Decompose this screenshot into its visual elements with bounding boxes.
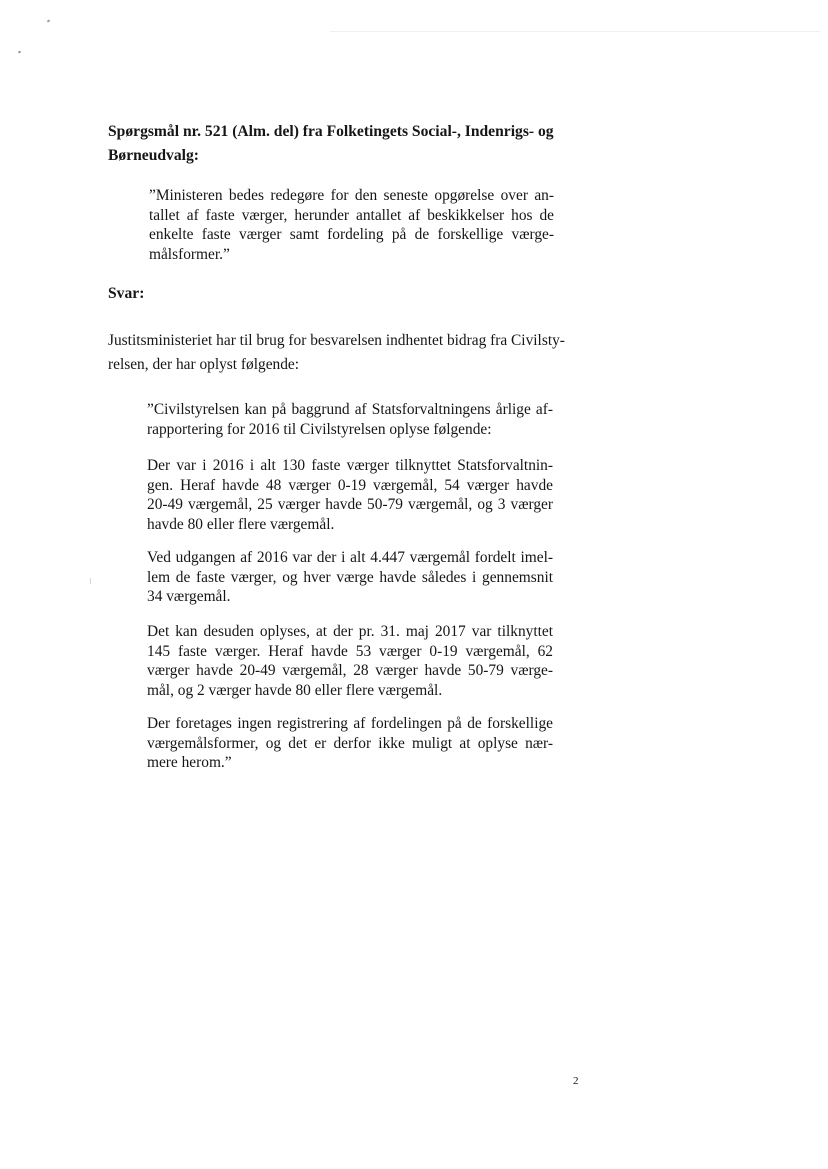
quoted-line: mål, og 2 værger havde 80 eller flere værgemål. bbox=[147, 681, 443, 699]
quoted-line: ”Civilstyrelsen kan på baggrund af Statsforvaltningens årlige af- bbox=[147, 401, 553, 418]
quoted-paragraph bbox=[147, 548, 553, 607]
scan-artifact-mark bbox=[18, 50, 22, 53]
answer-intro bbox=[108, 329, 593, 377]
quoted-line: Der var i 2016 i alt 130 faste værger tilknyttet Statsforvaltnin- bbox=[147, 457, 553, 474]
quoted-line: havde 80 eller flere værgemål. bbox=[147, 515, 335, 533]
question-heading-line: Spørgsmål nr. 521 (Alm. del) fra Folketingets Social-, Indenrigs- og bbox=[108, 123, 554, 140]
quoted-line: værger havde 20-49 værgemål, 28 værger havde 50-79 værge- bbox=[147, 662, 553, 679]
answer-intro-line: Justitsministeriet har til brug for besvarelsen indhentet bidrag fra Civilsty- bbox=[108, 332, 565, 349]
question-text-line: ”Ministeren bedes redegøre for den seneste opgørelse over an- bbox=[149, 187, 554, 204]
quoted-line: Der foretages ingen registrering af fordelingen på de forskellige bbox=[147, 715, 553, 732]
quoted-line: rapportering for 2016 til Civilstyrelsen oplyse følgende: bbox=[147, 420, 492, 438]
question-heading-line: Børneudvalg: bbox=[108, 147, 199, 164]
question-heading bbox=[108, 120, 608, 168]
question-text-line: enkelte faste værger samt fordeling på de forskellige værge- bbox=[149, 226, 554, 243]
quoted-line: mere herom.” bbox=[147, 754, 232, 771]
question-text bbox=[149, 186, 554, 264]
quoted-line: 34 værgemål. bbox=[147, 588, 231, 605]
quoted-line: lem de faste værger, og hver værge havde således i gennemsnit bbox=[147, 568, 553, 586]
question-text-line: målsformer.” bbox=[149, 245, 230, 263]
page-number: 2 bbox=[573, 1075, 579, 1087]
quoted-line: Ved udgangen af 2016 var der i alt 4.447 værgemål fordelt imel- bbox=[147, 549, 553, 566]
quoted-paragraph bbox=[147, 400, 553, 439]
quoted-line: gen. Heraf havde 48 værger 0-19 værgemål, 54 værger havde bbox=[147, 476, 553, 494]
quoted-line: Det kan desuden oplyses, at der pr. 31. maj 2017 var tilknyttet bbox=[147, 623, 553, 640]
scan-artifact-mark bbox=[90, 578, 91, 584]
quoted-line: 20-49 værgemål, 25 værger havde 50-79 værgemål, og 3 værger bbox=[147, 496, 553, 513]
quoted-paragraph bbox=[147, 714, 553, 773]
quoted-paragraph bbox=[147, 622, 553, 700]
quoted-line: værgemålsformer, og det er derfor ikke muligt at oplyse nær- bbox=[147, 734, 553, 752]
quoted-line: 145 faste værger. Heraf havde 53 værger 0-19 værgemål, 62 bbox=[147, 642, 553, 660]
scan-artifact-line bbox=[330, 31, 820, 32]
scan-artifact-mark bbox=[47, 19, 51, 22]
answer-heading: Svar: bbox=[108, 285, 145, 302]
question-text-line: tallet af faste værger, herunder antallet af beskikkelser hos de bbox=[149, 206, 554, 224]
quoted-paragraph bbox=[147, 456, 553, 534]
answer-intro-line: relsen, der har oplyst følgende: bbox=[108, 356, 300, 373]
